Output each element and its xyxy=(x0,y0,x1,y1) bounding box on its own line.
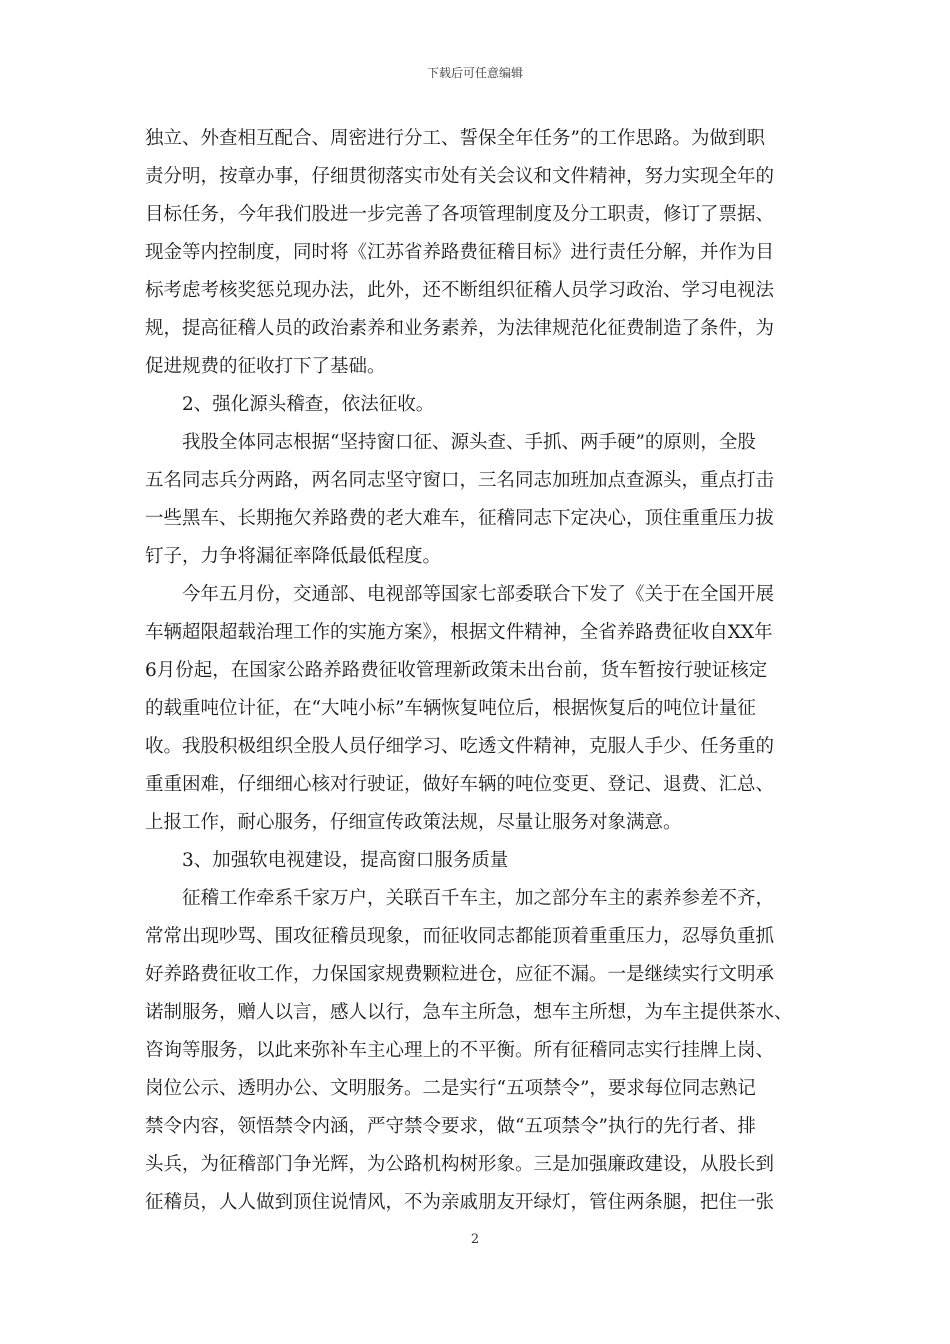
text-line: 岗位公示、透明办公、文明服务。二是实行“五项禁令”，要求每位同志熟记 xyxy=(145,1078,756,1099)
text-line: 上报工作，耐心服务，仔细宣传政策法规，尽量让服务对象满意。 xyxy=(145,812,682,833)
text-line: 的载重吨位计征，在“大吨小标”车辆恢复吨位后，根据恢复后的吨位计量征 xyxy=(145,698,756,719)
text-line: 好养路费征收工作，力保国家规费颗粒进仓，应征不漏。一是继续实行文明承 xyxy=(145,964,775,985)
text-line: 6月份起，在国家公路养路费征收管理新政策未出台前，货车暂按行驶证核定 xyxy=(145,660,768,681)
text-line: 收。我股积极组织全股人员仔细学习、吃透文件精神，克服人手少、任务重的 xyxy=(145,736,775,757)
text-line: 头兵，为征稽部门争光辉，为公路机构树形象。三是加强廉政建设，从股长到 xyxy=(145,1154,775,1175)
page-header: 下载后可任意编辑 xyxy=(426,66,523,80)
text-line: 责分明，按章办事，仔细贯彻落实市处有关会议和文件精神，努力实现全年的 xyxy=(145,166,775,187)
text-line: 常常出现吵骂、围攻征稽员现象，而征收同志都能顶着重重压力，忍辱负重抓 xyxy=(145,926,775,947)
text-line: 车辆超限超载治理工作的实施方案》，根据文件精神，全省养路费征收自XX年 xyxy=(145,622,773,643)
body-text xyxy=(145,120,807,1222)
text-line: 促进规费的征收打下了基础。 xyxy=(145,356,386,377)
text-line: 重重困难，仔细细心核对行驶证，做好车辆的吨位变更、登记、退费、汇总、 xyxy=(145,774,775,795)
page-number: 2 xyxy=(470,1232,480,1247)
text-line: 我股全体同志根据“坚持窗口征、源头查、手抓、两手硬”的原则，全股 xyxy=(182,432,756,453)
text-line: 五名同志兵分两路，两名同志坚守窗口，三名同志加班加点查源头，重点打击 xyxy=(145,470,775,491)
text-line: 标考虑考核奖惩兑现办法，此外，还不断组织征稽人员学习政治、学习电视法 xyxy=(145,280,775,301)
text-line: 征稽工作牵系千家万户，关联百千车主，加之部分车主的素养参差不齐， xyxy=(182,888,775,909)
text-line: 一些黑车、长期拖欠养路费的老大难车，征稽同志下定决心，顶住重重压力拔 xyxy=(145,508,775,529)
text-line: 3、加强软电视建设，提高窗口服务质量 xyxy=(182,850,509,871)
text-line: 今年五月份，交通部、电视部等国家七部委联合下发了《关于在全国开展 xyxy=(182,584,775,605)
text-line: 独立、外查相互配合、周密进行分工、誓保全年任务”的工作思路。为做到职 xyxy=(145,128,765,149)
text-line: 咨询等服务，以此来弥补车主心理上的不平衡。所有征稽同志实行挂牌上岗、 xyxy=(145,1040,775,1061)
text-line: 诺制服务，赠人以言，感人以行，急车主所急，想车主所想，为车主提供茶水、 xyxy=(145,1002,793,1023)
text-line: 规，提高征稽人员的政治素养和业务素养，为法律规范化征费制造了条件，为 xyxy=(145,318,775,339)
text-line: 2、强化源头稽查，依法征收。 xyxy=(182,394,435,415)
text-line: 钉子，力争将漏征率降低最低程度。 xyxy=(145,546,442,567)
text-line: 现金等内控制度，同时将《江苏省养路费征稽目标》进行责任分解，并作为目 xyxy=(145,242,775,263)
text-line: 目标任务，今年我们股进一步完善了各项管理制度及分工职责，修订了票据、 xyxy=(145,204,775,225)
text-line: 征稽员，人人做到顶住说情风，不为亲戚朋友开绿灯，管住两条腿，把住一张 xyxy=(145,1192,775,1213)
text-line: 禁令内容，领悟禁令内涵，严守禁令要求，做“五项禁令”执行的先行者、排 xyxy=(145,1116,756,1137)
